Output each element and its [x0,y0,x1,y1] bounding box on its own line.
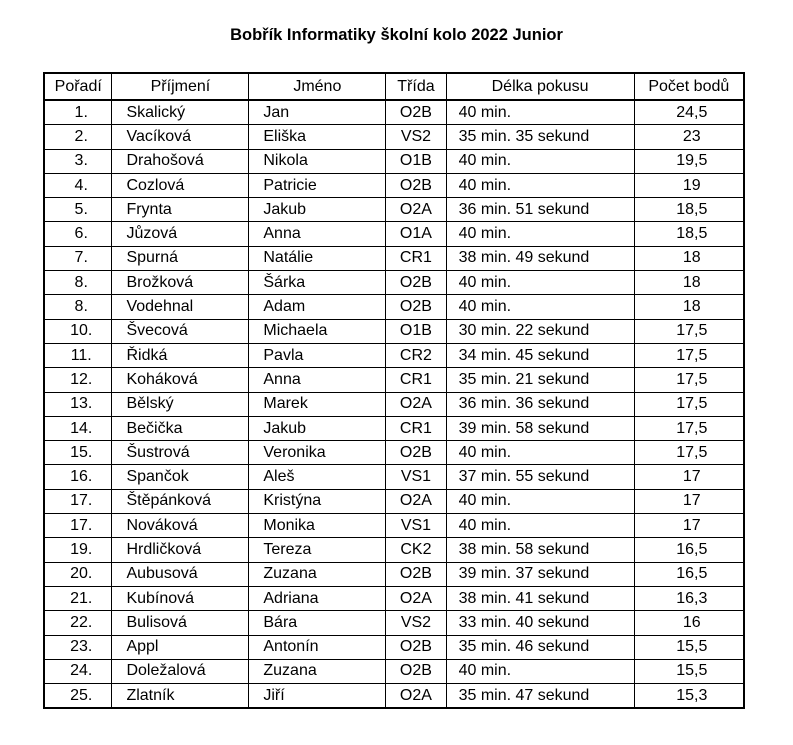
cell-duration: 40 min. [446,271,634,295]
cell-class: CR1 [386,246,446,270]
cell-duration: 38 min. 41 sekund [446,586,634,610]
cell-rank: 7. [44,246,112,270]
cell-class: VS2 [386,125,446,149]
cell-surname: Nováková [112,514,249,538]
cell-points: 16,5 [634,562,744,586]
table-row [44,271,744,295]
cell-name: Anna [249,222,386,246]
cell-class: O2A [386,489,446,513]
cell-duration: 35 min. 47 sekund [446,684,634,709]
cell-name: Anna [249,368,386,392]
cell-duration: 35 min. 35 sekund [446,125,634,149]
table-row [44,562,744,586]
cell-points: 18,5 [634,222,744,246]
header-class: Třída [386,73,446,100]
cell-surname: Frynta [112,198,249,222]
cell-surname: Appl [112,635,249,659]
cell-surname: Řidká [112,343,249,367]
cell-class: CR1 [386,416,446,440]
cell-surname: Skalický [112,100,249,125]
table-row [44,514,744,538]
cell-name: Monika [249,514,386,538]
cell-points: 16,5 [634,538,744,562]
cell-class: O2B [386,441,446,465]
cell-points: 17 [634,489,744,513]
cell-rank: 17. [44,514,112,538]
cell-name: Zuzana [249,562,386,586]
cell-name: Marek [249,392,386,416]
table-row [44,684,744,709]
cell-name: Veronika [249,441,386,465]
cell-surname: Koháková [112,368,249,392]
table-row [44,125,744,149]
cell-duration: 33 min. 40 sekund [446,611,634,635]
cell-points: 18,5 [634,198,744,222]
cell-duration: 40 min. [446,222,634,246]
cell-points: 17,5 [634,441,744,465]
cell-rank: 22. [44,611,112,635]
cell-name: Michaela [249,319,386,343]
cell-duration: 40 min. [446,489,634,513]
cell-surname: Bulisová [112,611,249,635]
table-row [44,465,744,489]
cell-rank: 21. [44,586,112,610]
header-row [44,73,744,100]
cell-name: Pavla [249,343,386,367]
cell-points: 17,5 [634,319,744,343]
cell-rank: 5. [44,198,112,222]
table-row [44,100,744,125]
cell-class: O2B [386,562,446,586]
cell-duration: 39 min. 37 sekund [446,562,634,586]
cell-surname: Bečička [112,416,249,440]
cell-rank: 10. [44,319,112,343]
cell-class: O2A [386,586,446,610]
table-row [44,368,744,392]
cell-rank: 24. [44,659,112,683]
cell-duration: 40 min. [446,173,634,197]
cell-class: O2B [386,659,446,683]
cell-surname: Vodehnal [112,295,249,319]
table-row [44,222,744,246]
cell-surname: Doležalová [112,659,249,683]
cell-class: CK2 [386,538,446,562]
cell-surname: Hrdličková [112,538,249,562]
cell-surname: Spančok [112,465,249,489]
table-row [44,416,744,440]
cell-duration: 40 min. [446,514,634,538]
cell-points: 18 [634,295,744,319]
cell-duration: 40 min. [446,295,634,319]
cell-name: Aleš [249,465,386,489]
cell-rank: 19. [44,538,112,562]
cell-duration: 39 min. 58 sekund [446,416,634,440]
cell-duration: 35 min. 46 sekund [446,635,634,659]
header-points: Počet bodů [634,73,744,100]
cell-duration: 40 min. [446,659,634,683]
cell-surname: Brožková [112,271,249,295]
cell-rank: 17. [44,489,112,513]
cell-points: 18 [634,246,744,270]
cell-duration: 34 min. 45 sekund [446,343,634,367]
table-body [44,100,744,708]
cell-name: Jiří [249,684,386,709]
cell-rank: 15. [44,441,112,465]
table-row [44,611,744,635]
header-duration: Délka pokusu [446,73,634,100]
cell-points: 19,5 [634,149,744,173]
cell-class: VS2 [386,611,446,635]
cell-duration: 36 min. 51 sekund [446,198,634,222]
cell-surname: Spurná [112,246,249,270]
cell-rank: 11. [44,343,112,367]
cell-rank: 16. [44,465,112,489]
cell-name: Natálie [249,246,386,270]
cell-class: O2A [386,684,446,709]
cell-surname: Drahošová [112,149,249,173]
cell-duration: 38 min. 58 sekund [446,538,634,562]
cell-name: Kristýna [249,489,386,513]
cell-name: Jan [249,100,386,125]
table-row [44,173,744,197]
cell-points: 19 [634,173,744,197]
cell-rank: 6. [44,222,112,246]
cell-duration: 40 min. [446,441,634,465]
cell-name: Eliška [249,125,386,149]
cell-duration: 37 min. 55 sekund [446,465,634,489]
cell-duration: 36 min. 36 sekund [446,392,634,416]
cell-name: Bára [249,611,386,635]
table-row [44,586,744,610]
cell-class: O2B [386,173,446,197]
table-row [44,489,744,513]
cell-duration: 40 min. [446,149,634,173]
cell-class: O2B [386,271,446,295]
cell-name: Jakub [249,198,386,222]
cell-name: Patricie [249,173,386,197]
cell-duration: 30 min. 22 sekund [446,319,634,343]
table-row [44,392,744,416]
cell-name: Adriana [249,586,386,610]
cell-class: O2B [386,635,446,659]
page-title: Bobřík Informatiky školní kolo 2022 Junior [230,26,563,44]
cell-points: 17 [634,514,744,538]
cell-class: O2A [386,392,446,416]
cell-surname: Kubínová [112,586,249,610]
cell-surname: Šustrová [112,441,249,465]
cell-rank: 8. [44,271,112,295]
cell-rank: 3. [44,149,112,173]
header-rank: Pořadí [44,73,112,100]
table-row [44,635,744,659]
cell-name: Antonín [249,635,386,659]
results-table [43,72,745,709]
cell-class: O2A [386,198,446,222]
cell-surname: Bělský [112,392,249,416]
table-row [44,659,744,683]
cell-points: 16 [634,611,744,635]
table-row [44,343,744,367]
cell-points: 17,5 [634,343,744,367]
cell-class: O1B [386,319,446,343]
cell-rank: 20. [44,562,112,586]
table-row [44,441,744,465]
cell-class: VS1 [386,465,446,489]
cell-class: VS1 [386,514,446,538]
cell-name: Tereza [249,538,386,562]
cell-surname: Cozlová [112,173,249,197]
header-surname: Příjmení [112,73,249,100]
cell-rank: 2. [44,125,112,149]
cell-class: CR2 [386,343,446,367]
cell-rank: 12. [44,368,112,392]
cell-rank: 4. [44,173,112,197]
cell-surname: Jůzová [112,222,249,246]
cell-rank: 1. [44,100,112,125]
cell-duration: 38 min. 49 sekund [446,246,634,270]
cell-class: CR1 [386,368,446,392]
cell-name: Zuzana [249,659,386,683]
cell-name: Adam [249,295,386,319]
cell-points: 17,5 [634,416,744,440]
cell-rank: 13. [44,392,112,416]
table-row [44,149,744,173]
cell-name: Nikola [249,149,386,173]
cell-points: 17,5 [634,368,744,392]
cell-name: Jakub [249,416,386,440]
cell-surname: Aubusová [112,562,249,586]
cell-rank: 25. [44,684,112,709]
header-name: Jméno [249,73,386,100]
cell-surname: Vacíková [112,125,249,149]
cell-class: O2B [386,100,446,125]
cell-name: Šárka [249,271,386,295]
cell-points: 17 [634,465,744,489]
cell-points: 15,5 [634,659,744,683]
cell-points: 18 [634,271,744,295]
table-header [44,73,744,100]
table-row [44,319,744,343]
cell-surname: Štěpánková [112,489,249,513]
cell-points: 15,5 [634,635,744,659]
cell-rank: 23. [44,635,112,659]
cell-surname: Švecová [112,319,249,343]
cell-points: 23 [634,125,744,149]
cell-class: O1B [386,149,446,173]
cell-points: 24,5 [634,100,744,125]
cell-rank: 8. [44,295,112,319]
cell-surname: Zlatník [112,684,249,709]
cell-points: 16,3 [634,586,744,610]
cell-rank: 14. [44,416,112,440]
cell-points: 17,5 [634,392,744,416]
cell-points: 15,3 [634,684,744,709]
cell-class: O1A [386,222,446,246]
table-row [44,295,744,319]
cell-class: O2B [386,295,446,319]
cell-duration: 40 min. [446,100,634,125]
table-row [44,538,744,562]
table-row [44,198,744,222]
table-row [44,246,744,270]
cell-duration: 35 min. 21 sekund [446,368,634,392]
